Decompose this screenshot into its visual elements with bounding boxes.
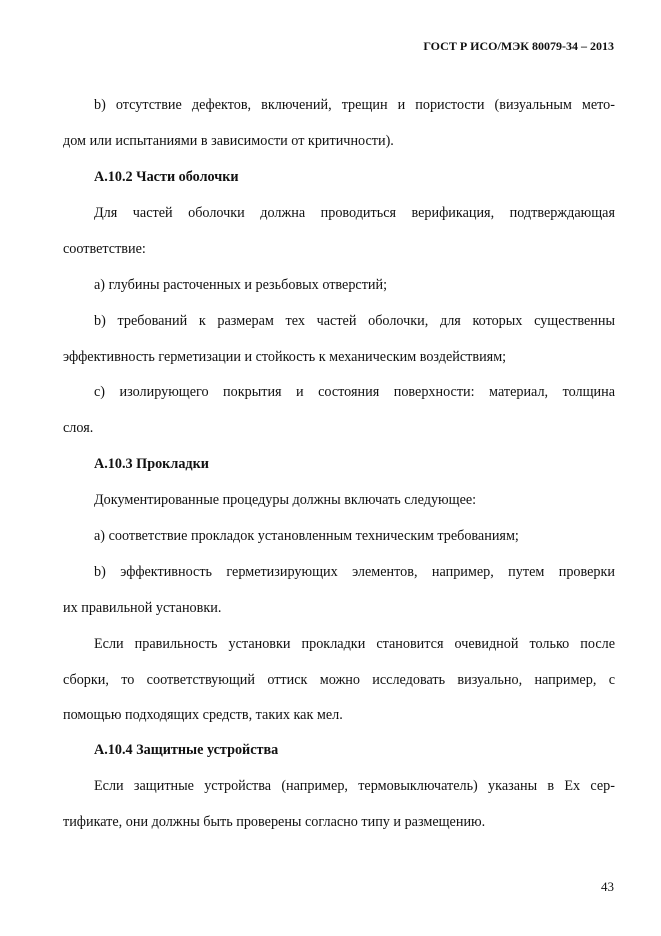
paragraph-line: Если правильность установки прокладки становится очевидной только после bbox=[94, 636, 615, 652]
list-item: a) соответствие прокладок установленным техническим требованиям; bbox=[94, 528, 519, 544]
section-heading: А.10.4 Защитные устройства bbox=[94, 742, 279, 758]
list-item: b) требований к размерам тех частей оболочки, для которых существенны bbox=[94, 313, 615, 329]
list-item: a) глубины расточенных и резьбовых отверстий; bbox=[94, 277, 388, 293]
list-item: c) изолирующего покрытия и состояния поверхности: материал, толщина bbox=[94, 384, 615, 400]
document-header: ГОСТ Р ИСО/МЭК 80079-34 – 2013 bbox=[423, 39, 614, 53]
paragraph-line: b) отсутствие дефектов, включений, трещин и пористости (визуальным мето- bbox=[94, 97, 615, 113]
section-heading: А.10.2 Части оболочки bbox=[94, 169, 239, 185]
paragraph-line: Для частей оболочки должна проводиться верификация, подтверждающая bbox=[94, 205, 615, 221]
paragraph-line: помощью подходящих средств, таких как мел. bbox=[63, 707, 343, 723]
paragraph-line: эффективность герметизации и стойкость к механическим воздействиям; bbox=[63, 349, 507, 365]
paragraph-line: слоя. bbox=[63, 420, 94, 436]
paragraph-line: дом или испытаниями в зависимости от критичности). bbox=[63, 133, 394, 149]
paragraph-line: соответствие: bbox=[63, 241, 146, 257]
paragraph-line: Документированные процедуры должны включать следующее: bbox=[94, 492, 477, 508]
paragraph-line: Если защитные устройства (например, термовыключатель) указаны в Ex сер- bbox=[94, 778, 615, 794]
paragraph-line: их правильной установки. bbox=[63, 600, 222, 616]
paragraph-line: сборки, то соответствующий оттиск можно исследовать визуально, например, с bbox=[63, 672, 615, 688]
page-number: 43 bbox=[601, 879, 614, 894]
section-heading: А.10.3 Прокладки bbox=[94, 456, 209, 472]
list-item: b) эффективность герметизирующих элементов, например, путем проверки bbox=[94, 564, 615, 580]
paragraph-line: тификате, они должны быть проверены согласно типу и размещению. bbox=[63, 814, 486, 830]
